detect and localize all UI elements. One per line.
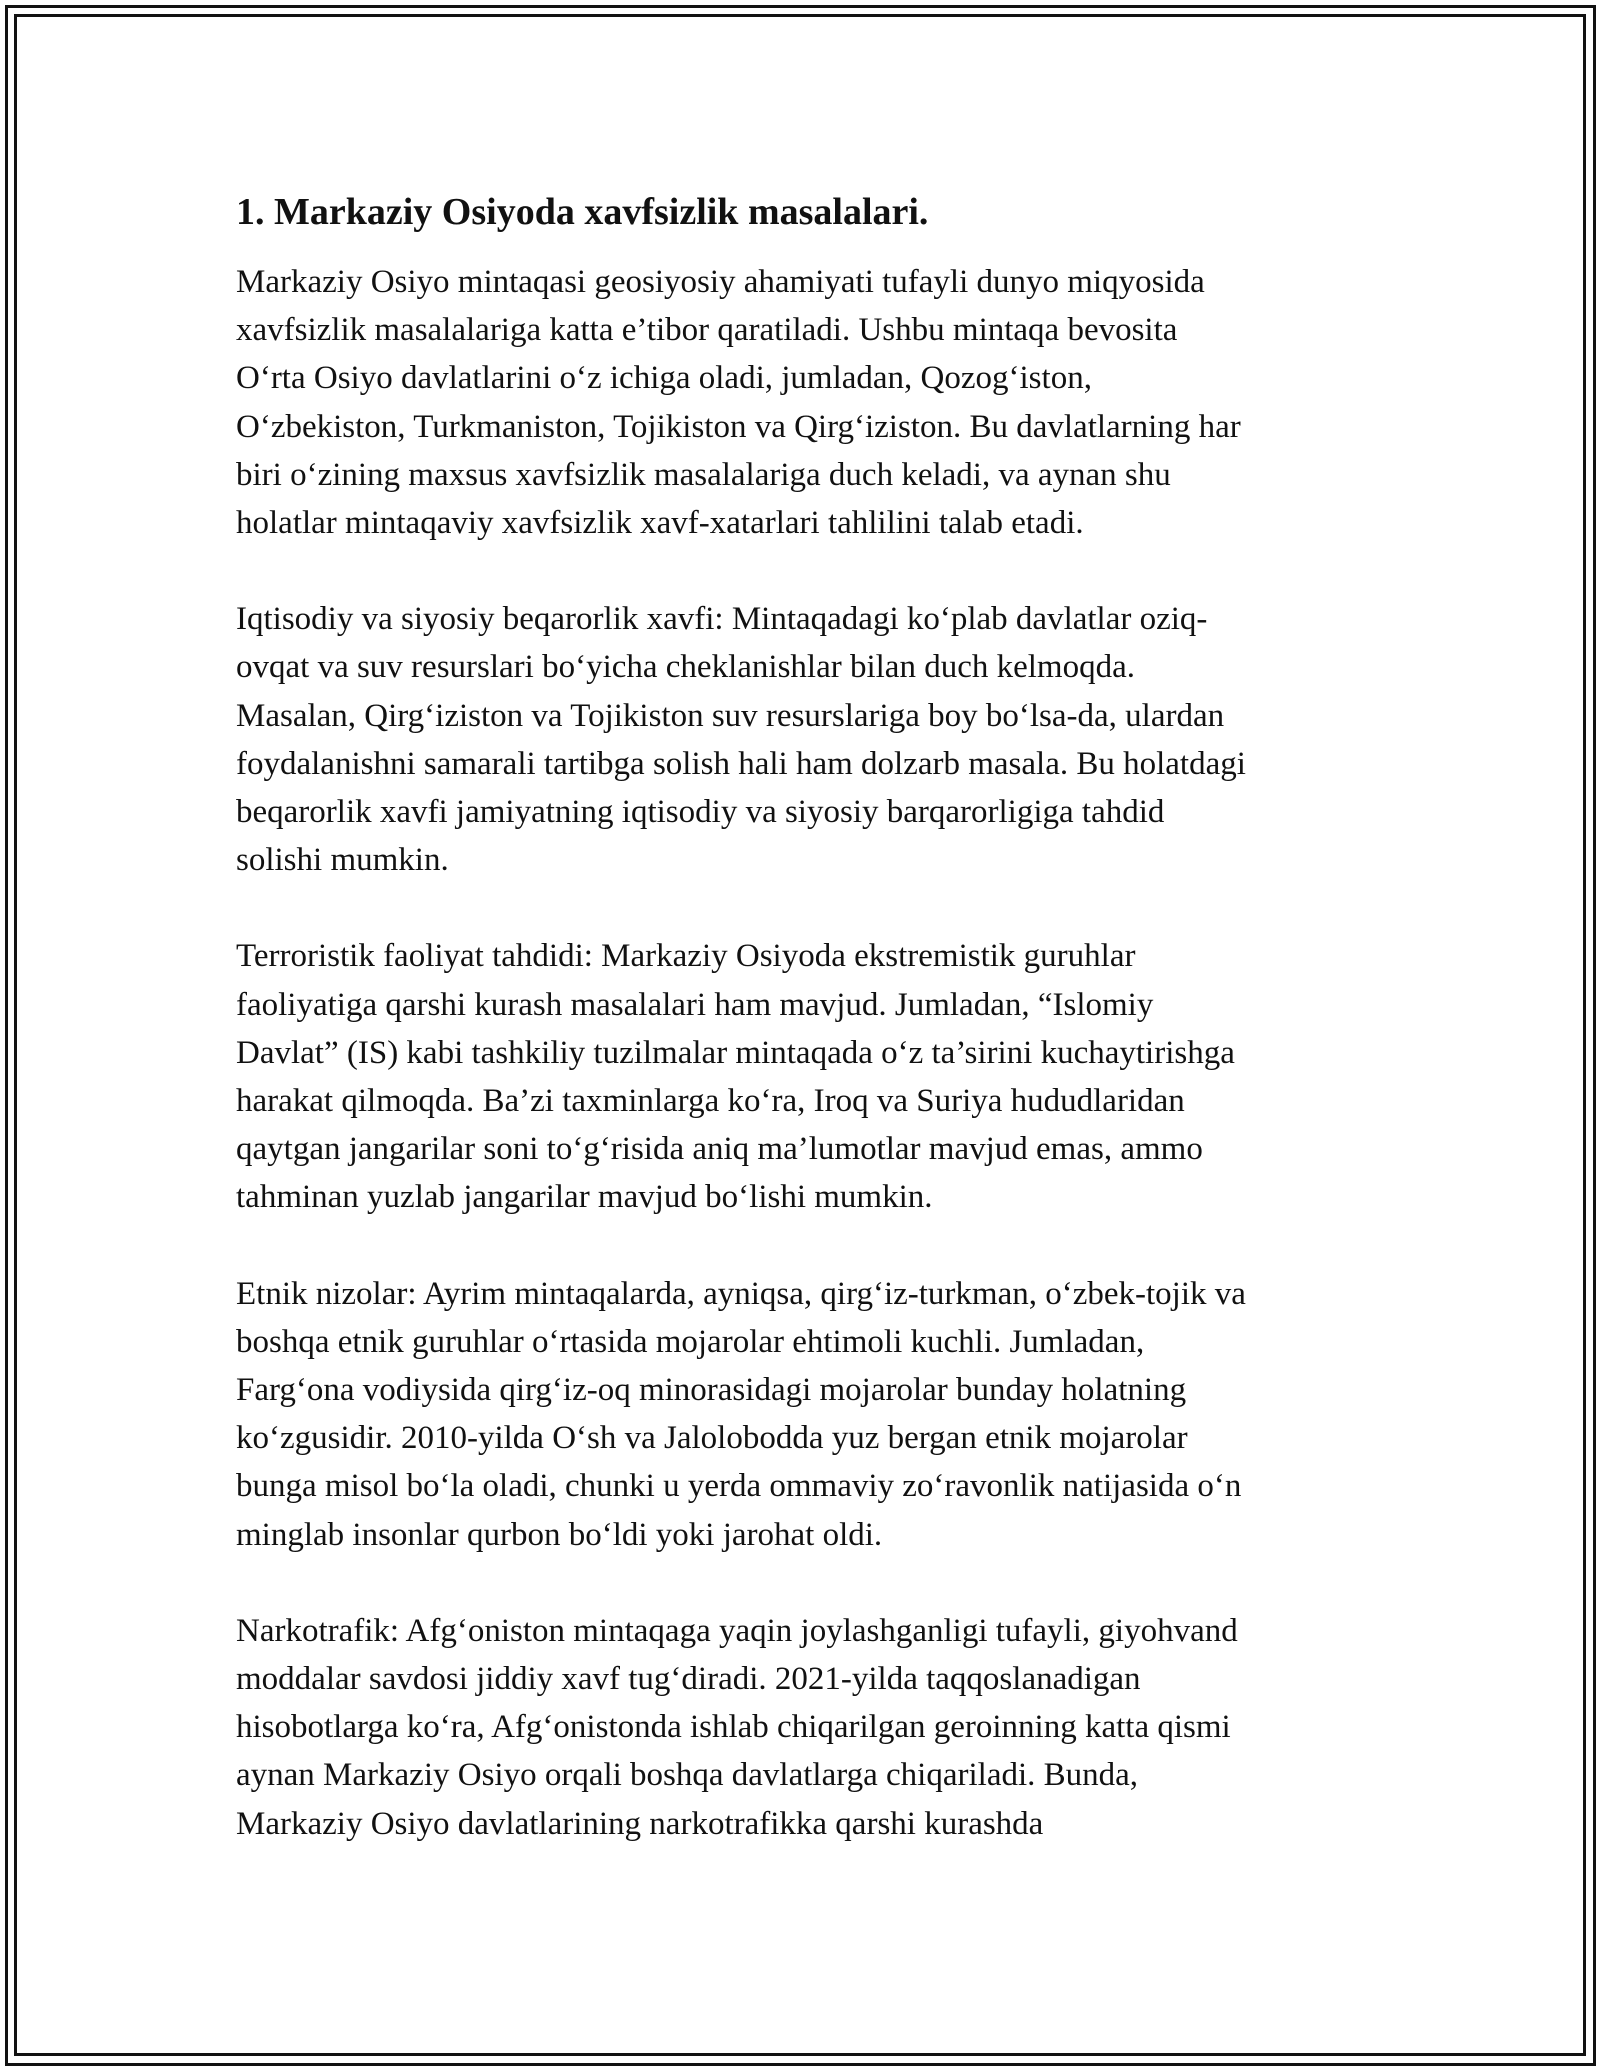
paragraph-intro: Markaziy Osiyo mintaqasi geosiyosiy ahamiyati tufayli dunyo miqyosida xavfsizlik masalalariga katta e’tibor qaratiladi. Ushbu mintaqa bevosita O‘rta Osiyo davlatlarini o‘z ichiga oladi, jumladan, Qozog‘iston, O‘zbekiston, Turkmaniston, Tojikiston va Qirg‘iziston. Bu davlatlarning har biri o‘zining maxsus xavfsizlik masalalariga duch keladi, va aynan shu holatlar mintaqaviy xavfsizlik xavf-xatarlari tahlilini talab etadi. <box>236 264 1241 542</box>
section-title: 1. Markaziy Osiyoda xavfsizlik masalalari. <box>236 191 929 233</box>
paragraph-drug-trafficking: Narkotrafik: Afg‘oniston mintaqaga yaqin joylashganligi tufayli, giyohvand moddalar savdosi jiddiy xavf tug‘diradi. 2021-yilda taqqoslanadigan hisobotlarga ko‘ra, Afg‘onistonda ishlab chiqarilgan geroinning katta qismi aynan Markaziy Osiyo orqali boshqa davlatlarga chiqariladi. Bunda, Markaziy Osiyo davlatlarining narkotrafikka qarshi kurashda <box>236 1612 1238 1842</box>
paragraph-terrorism-threat: Terroristik faoliyat tahdidi: Markaziy Osiyoda ekstremistik guruhlar faoliyatiga qarshi kurash masalalari ham mavjud. Jumladan, “Islomiy Davlat” (IS) kabi tashkiliy tuzilmalar mintaqada o‘z ta’sirini kuchaytirishga harakat qilmoqda. Ba’zi taxminlarga ko‘ra, Iroq va Suriya hududlaridan qaytgan jangarilar soni to‘g‘risida aniq ma’lumotlar mavjud emas, ammo tahminan yuzlab jangarilar mavjud bo‘lishi mumkin. <box>236 938 1235 1216</box>
paragraph-economic-political-instability: Iqtisodiy va siyosiy beqarorlik xavfi: Mintaqadagi ko‘plab davlatlar oziq- ovqat va suv resurslari bo‘yicha cheklanishlar bilan duch kelmoqda. Masalan, Qirg‘iziston va Tojikiston suv resurslariga boy bo‘lsa-da, ulardan foydalanishni samarali tartibga solish hali ham dolzarb masala. Bu holatdagi beqarorlik xavfi jamiyatning iqtisodiy va siyosiy barqarorligiga tahdid solishi mumkin. <box>236 601 1246 879</box>
paragraph-ethnic-conflicts: Etnik nizolar: Ayrim mintaqalarda, ayniqsa, qirg‘iz-turkman, o‘zbek-tojik va boshqa etnik guruhlar o‘rtasida mojarolar ehtimoli kuchli. Jumladan, Farg‘ona vodiysida qirg‘iz-oq minorasidagi mojarolar bunday holatning ko‘zgusidir. 2010-yilda O‘sh va Jalolobodda yuz bergan etnik mojarolar bunga misol bo‘la oladi, chunki u yerda ommaviy zo‘ravonlik natijasida o‘n minglab insonlar qurbon bo‘ldi yoki jarohat oldi. <box>236 1275 1246 1553</box>
document-body <box>236 188 1376 1896</box>
